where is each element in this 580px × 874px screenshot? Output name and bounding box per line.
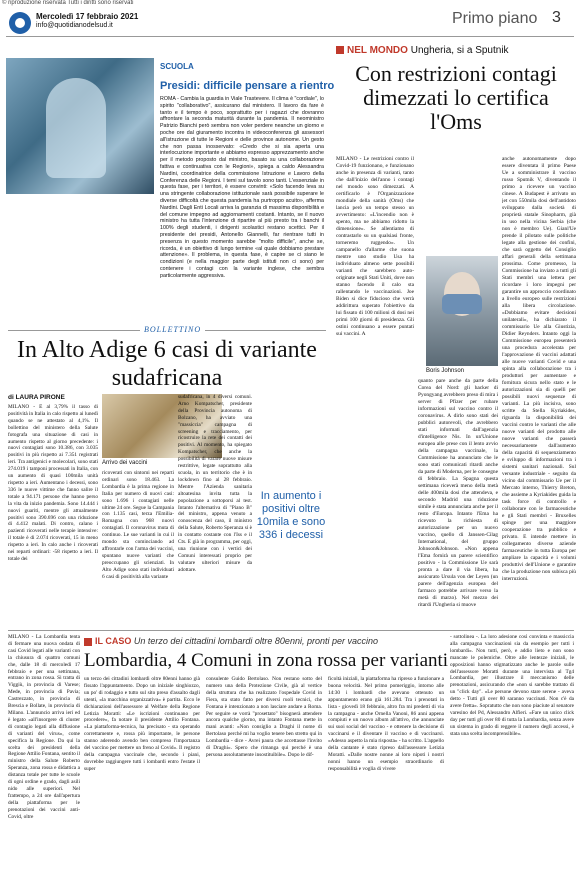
alto-column-3: sudafricana, in 4 diversi comuni. Arno Kompatscher, presidente della Provincia autonoma di Bolzano, ha avviato una "massiccia" campagna di screening e tracciamento, per ricostruire la rete dei contatti dei positivi. Al momento, ha spiegato Kompatscher, che anche la possibilità di varare nuove misure restrittive, legate soprattutto alla scuola, in un territorio che è in lockdown fino al 28 febbraio. Mentre l'Azienda sanitaria altoatesina invita tutta la popolazione a sottoporsi al test. Intanto l'alternativa di "Piano B" del ministro, appena venuto a conoscenza del caso, il ministro della Salute, Roberto Speranza si è in contatto costante con l'Iss e il Cts. E già in programma, per oggi, una riunione con i vertici dei Comuni interessati proprio per valutare ulteriori misure da adottare. <box>178 394 252 573</box>
pull-quote: In aumento i positivi oltre 10mila e sono 336 i decessi <box>256 490 326 541</box>
newspaper-logo-icon <box>9 12 31 34</box>
scuola-text: ROMA - Cambia la guardia in Viale Trastevere. Il clima è "cordiale", lo spirito "collaborativo", assicurano dal ministero. Il lavoro da fare è tanto e il tempo è poco, soprattutto per i ragazzi che dovranno affrontare la seconda maturità durante la pandemia. Il neoministro Patrizio Bianchi però sembra non voler perdere neanche un giorno e poche ore dal giuramento incontra in videoconferenza gli assessori all'istruzione di tutte le Regioni e delle province autonome. Un gesto che non passa inosservato: «Credo che si sia aperta una interlocuzione importante e abbiamo espresso apprezzamento anche per il metodo proposto dal ministro, basato su una collaborazione fattiva e continuativa con le Regioni», spiega a caldo Alessandra Nardini, coordinatrice della commissione Istruzione e Lavoro della Conferenza delle Regioni. I temi sul tavolo sono tanti. L'essenziale in questa fase, per i territori, è essere convinti: «Solo facendo leva su una stringente collaborazione istituzionale sarà possibile superare le diverse difficoltà che questa pandemia ha purtroppo acuito», afferma Nardini. Dagli Enti Locali arriva la garanzia di massima disponibilità e del comune impegno ad aggiornamenti costanti. Intanto, se il nuovo ministro ha tutta l'intenzione di ripartire al più presto tra i banchi il 100% degli studenti, i dirigenti scolastici restano scettici. Per il presidente dei presidi, Antonello Giannelli, far rientrare tutti in presenza in questo momento sarebbe "molto difficile", anche se, ricorda, è un obiettivo di lungo termine «al quale dobbiamo prestare attenzione». Il problema, in questa fase, è capire se ci siano le condizioni (e nella maggior parte degli istituti non ci sono) per contenere i contagi con la variante inglese, che sembra particolarmente aggressiva. <box>160 96 324 279</box>
lombardia-column-0: MILANO - La Lombardia tenta di fermare una nuova ondata di casi Covid legati alle varianti con la chiusura di quattro comuni che, dalle 18 di mercoledì 17 febbraio e per una settimana, entrano in zona rossa. Si tratta di Viggiù, in provincia di Varese; Mede, in provincia di Pavia; Castrezzato, in provincia di Brescia e Bollate, in provincia di Milano. L'annuncio arriva ieri ed è legato «all'insorgere di cluster di contagio legati alla diffusione di varianti del virus», come specifica la Regione. Da qui la scelta dei presidenti della Regione Attilio Fontana, sentito il ministro della Salute Roberto Speranza, zona rossa e didattica a distanza totale per tutte le scuole di ogni ordine e grado, dagli asili nido alle superiori. Nel frattempo, a 24 ore dall'apertura della piattaforma per le prenotazioni dei vaccini anti-Covid, oltre <box>8 634 80 820</box>
oms-column-3: anche autonomamente dopo essere diventata il primo Paese Ue a somministrare il vaccino russo Sputnik V, diventando il primo a ricevere un vaccino cinese. A Budapest è arrivato un jet con 550mila dosi dell'antidoto sviluppato dalla società di proprietà statale Sinopharm, già in uso nella vicina Serbia (che non è membro Ue). Gianl'Ue prende il pilotato sulle politiche legate alla gestione dei confini, che sarà oggetto del Consiglio affari generali della settimana prossima. Come promesso, la Commissione ha inviato a tutti gli Stati membri una lettera per ricordare i loro impegni per garantire un approccio coordinato a livello europeo sulle restrizioni alla libera circolazione. «Dobbiamo evitare decisioni unilaterali», ha dichiarato il commissario Ue alla Giustizia, Didier Reynders. Intanto oggi la Commissione europea presenterà una procedura accelerata per l'approvazione di vaccini adattati alle nuove varianti Covid e una spinta alla collaborazione tra i produttori per aumentare e fornitura sicura nello stato e le autorizzazioni sia di quelli per possibili nuovi sequenze di varianti. La più incisiva, sono scritte da Stella Kyriakides, riguarda la disponibilità dei vaccini contro le varianti che alle nuove varianti del prodotto alle nuove varianti che passerà necessariamente dall'aumento della capacità di sequenziamento e sviluppo di informazioni tra i sistemi sanitari nazionali. Sul versante industriale - seguito da vicino dal commissario Ue per il Mercato interno, Thierry Breton, che assieme a Kyriakides guida la task force di controllo e collaborare con le farmaceutiche e gli Stati membri - Bruxelles spinge per una maggiore cooperazione tra pubblico e privato. E intende mettere in collegamento diverse aziende farmaceutiche in tutta Europa per ampliare la capacità e i volumi produttivi dell'Unione e garantire che la produzione non subisca più interruzioni. <box>502 156 576 582</box>
alto-column-1: MILANO - È al 3,79% il tasso di positività in Italia in calo rispetto ai lunedì quando se ne attestato al 4,1%. Il bollettino del ministero della Salute fotografa una situazione di casi in aumento rispetto al giorno precedente: i nuovi contagiati sono 10.386, con 3.035 positivi in più rispetto ai 7.351 registrati ieri. Tra antigenici e molecolari, sono stati 274.019 i tamponi processati in Italia, con un aumento di quasi 100mila unità rispetto a ieri. Aumentano i decessi, sono 336 le nuove vittime che fanno salire il totale a 94.171 persone che hanno perso la vita da inizio pandemia. Sono 14.444 i nuovi guariti, mentre gli attualmente positivi sono 390.696 con una riduzione di 4.412 malati. Di contro, calano i pazienti ricoverati nelle terapie intensive: il totale è di 2.074 ricoverati, 15 in meno rispetto a ieri. In calo anche i ricoverati nei reparti ordinari: -58 rispetto a ieri. Il totale dei <box>8 404 98 562</box>
scuola-title: Presidi: difficile pensare a rientro <box>160 80 335 92</box>
lombardia-column-2: consulente Guido Bertolaso. Non restano sotto del numero una della Protezione Civile, già al vertice della struttura che ha realizzato l'ospedale Covid in Fiera, sta stato fatto per diversi ruoli tecnici, che Fontana è intenzionato a non lasciare andare a Roma. Per seguire se vorrà "prosettato" bisognerà attendere ancora qualche giorno, ma intanto Fontana mette in mani avanti: «Non consiglio a Draghi il nome di Bertolaso perché mi ha voglio tenere ben stretto qui in Lombardia - dice - Avrei paura che accettasse l'invito di Draghi». Spero che rimanga qui perché è una persona assolutamente insostituibile». Dopo le dif- <box>206 676 322 758</box>
page-number: 3 <box>552 9 561 26</box>
oms-column-2a <box>418 156 498 252</box>
oms-column-2: quanto pare anche da parte della Corea del Nord: gli hacker di Pyongyang avrebbero preso di mira i server di Pfizer per rubare informazioni sul vaccino contro il coronavirus. A dirlo sono stati dei pubblici autorevoli, che avrebbero stati informati dall'agenzia d'intelligence Nis. In un'Unione europea alle prese con il lento avvio della campagna vaccinale, la Commissione ha annunciato che le sono stati comunicati ritardi anche da parte di Moderna, per le consegne di febbraio. La Spagna questa settimana riceverà meno della metà delle 400mila dosi che attendeva, e secondo Madrid una riduzione simile è stata annunciata anche per il resto d'Europa. Intanto l'Ema ha ricevuto la richiesta di autorizzazione per un nuovo vaccino, quello di Janssen-Cilag International, del gruppo Johnson&Johnson. «Non appena l'Ema fornirà un parere scientifico positivo - la Commissione Ue sarà pronta a dare il via libera, ha assicurato Ursula von der Leyen (un parere dell'agenzia europea del farmaco potrebbe arrivare verso la metà di marzo). Nel mezzo dei ritardi l'Ungheria si muove <box>418 378 498 608</box>
boris-photo-caption: Boris Johnson <box>426 368 465 374</box>
alto-byline: di LAURA PIRONE <box>8 394 65 401</box>
copyright-notice: © riproduzione riservata Tutti i diritti sono riservati <box>2 0 134 6</box>
ilcaso-kicker <box>84 636 378 646</box>
vaccine-photo-caption: Arrivo dei vaccini <box>102 460 148 466</box>
nelmondo-tag: NEL MONDO <box>347 45 408 56</box>
lombardia-column-1: un terzo dei cittadini lombardi oltre 80enni hanno già fissato l'appuntamento. Dopo un iniziale singhiozzo, un po' di rodaggio e tutto sul sito preso d'assalto dagli utenti, «la macchina organizzativa» è partita. Ecco le dichiarazioni dell'assessore al Welfare della Regione Letizia Moratti: «Le iscrizioni continuano per procedere», fa notare il presidente Attilio Fontana. «La piattaforma-tecnica, ha precisato - sta operando correttamente e, rossa più importante, le persone stanno aderendo avendo ben compreso l'importanza del vaccino per mettere un freno al Covid». Il registro della campagna vaccinale che, secondo i piani, dovrebbe raggiungere tutti i lombardi entro l'estate il super <box>84 676 200 772</box>
header-email: info@quotidianodelsud.it <box>36 22 113 29</box>
ilcaso-divider <box>8 630 574 631</box>
lombardia-headline: Lombardia, 4 Comuni in zona rossa per varianti <box>84 650 449 671</box>
header-divider <box>6 36 574 37</box>
nurse-photo <box>6 58 154 194</box>
lombardia-column-3: ficoltà iniziali, la piattaforma ha ripreso a funzionare a buona velocità. Nel primo pomeriggio, intorno alle 14:30 i lombardi che avevano ottenuto un appuntamento erano già 161.284. Tra i prenotati in lista - giovedì 18 febbraio, altro fra mi predetti di via la campagna - anche Ornella Vanoni, 86 anni appena compiuti e un nuovo album all'attivo, che annunciate sui suoi social del vaccino - e ottenere la decisione di vaccinarsi e il diventare il vaccino e di vaccinarsi. «Adesso aspetto la mia risposta» - ha scritto. L'appello della cantante è stato ripreso dall'assessore Letizia Moratti. «Dalle nostre nonne ai loro nipoti i nostri nonni hanno un esempio straordinario di responsabilità e voglia di vivere <box>328 676 444 772</box>
oms-headline: Con restrizioni contagi dimezzati lo certifica l'Oms <box>355 61 557 134</box>
scuola-tag: SCUOLA <box>160 62 194 71</box>
nelmondo-subtitle: Ungheria, si a Sputnik <box>410 45 509 56</box>
boris-johnson-photo <box>426 256 498 366</box>
lombardia-column-4: - sottolinea -. La loro adesione così convinta e massiccia alla campagna vaccinazioni sia da esempio per tutti i lombardi». Non tutti, però, e addio lieto e non sono mancate le polemiche. Oltre alle lentezze iniziali, le opposizioni hanno stigmatizzato anche le parole sulle dell'assessore Moratti durante una intervista al Tg4 Lombardia, per illustrare il meccanismo delle prenotazioni, assicurando che «non si sarebbe trattato di un "click day". «Le persone devono stare serene - aveva detto - Tutti gli over 80 saranno vaccinati. Non c'è da avere fretta». Sopratutto che non sono piaciute al senatore varesino del Pd, Alessandro Alfieri. «Fare un unico click day per tutti gli over 80 di tutta la Lombardia, senza avere un sistema in grado di reggere il numero degli accessi, è stata una scelta incomprensibile». <box>450 634 574 737</box>
alto-column-2: ricoverati con sintomi nei reparti ordinari sono 18.463. La Lombardia è la prima regione in Italia per numero di nuovi casi: sono 1.696 i contagiati nelle ultime 24 ore. Segue la Campania con 1.135 casi, terza l'Emilia-Romagna con 968 nuovi contagiati. Il coronavirus muta di continuo. Le sue varianti in cui il mondo sta cominciando ad affrontarle con l'arma dei vaccini, spuntano nuove varianti che preoccupano gli scienziati. In Alto Adige sono stati individuati 6 casi di positività alla variante <box>102 470 174 580</box>
bollettino-tag: BOLLETTINO <box>140 325 205 334</box>
oms-column-1: MILANO - Le restrizioni contro il Covid-19 funzionano, e funzionano anche in presenza di varianti, tanto che dall'inizio dell'anno i contagi nel mondo sono dimezzati. A certificarlo è l'Organizzazione mondiale della sanità (Oms) che lancia però un tempo stesso un avvertimento: «L'incendio non è spento, ma ne abbiamo ridotto la dimensione». Se allentiamo di contrastarlo su un qualsiasi fronte, torneremo ruggendo». Un campanello d'allarme che suona mentre uno studio Usa ha individuato almeno sette possibili varianti che sarebbero auto-originate negli Stati Uniti, dove non stanno facendo il calo sta rallentando le vaccinazioni. Joe Biden si dice fiducioso che verrà addirittura superato l'obiettivo da lui fissato di 100 milioni di dosi nei primi 100 giorni di presidenza. Gli ostini continuano a essere puntati sui vaccini. A <box>336 156 414 337</box>
red-square-icon <box>336 46 344 54</box>
nelmondo-kicker <box>336 45 509 56</box>
header-section: Primo piano <box>452 10 538 27</box>
red-square-icon <box>84 638 92 646</box>
header-date: Mercoledì 17 febbraio 2021 <box>36 12 139 21</box>
ilcaso-tag: IL CASO <box>95 636 132 646</box>
alto-adige-headline: In Alto Adige 6 casi di variante sudafricana <box>17 337 317 391</box>
ilcaso-subtitle: Un terzo dei cittadini lombardi oltre 80enni, pronti per vaccino <box>133 636 378 646</box>
